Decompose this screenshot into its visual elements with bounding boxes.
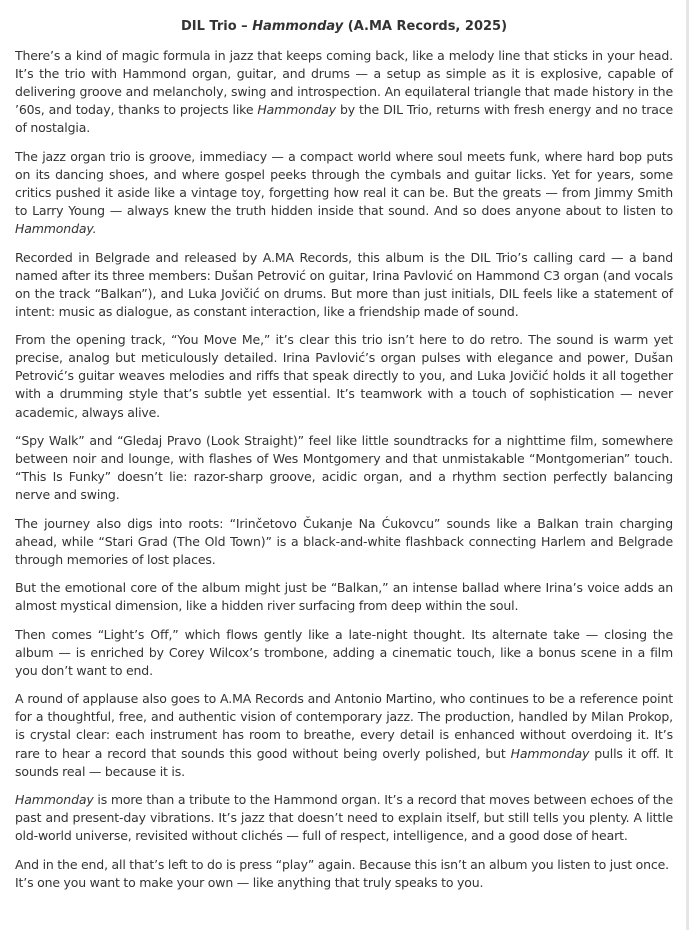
- paragraph-text: Recorded in Belgrade and released by A.MA Records, this album is the DIL Trio’s calling card — a band named after its three members: Dušan Petrović on guitar, Irina Pavlović on Hammond C3 organ (and vocals on the track “Balkan”), and Luka Jovičić on drums. But more than just initials, DIL feels like a statement of intent: music as dialogue, as constant interaction, like a friendship made of sound.: [15, 249, 673, 319]
- article-paragraph: [15, 47, 673, 137]
- paragraph-text: “Spy Walk” and “Gledaj Pravo (Look Straight)” feel like little soundtracks for a nighttime film, somewhere between noir and lounge, with flashes of Wes Montgomery and that unmistakable “Montgomerian” touch. “This Is Funky” doesn’t lie: razor-sharp groove, acidic organ, and a rhythm section perfectly balancing nerve and swing.: [15, 432, 673, 503]
- article-paragraph: [15, 626, 673, 680]
- title-suffix: (A.MA Records, 2025): [343, 19, 508, 34]
- article-paragraph: [15, 579, 673, 615]
- title-album: Hammonday: [252, 19, 344, 34]
- article-paragraph: [15, 856, 673, 892]
- review-article: [15, 18, 673, 892]
- paragraph-text: From the opening track, “You Move Me,” it’s clear this trio isn’t here to do retro. The sound is warm yet precise, analog but meticulously detailed. Irina Pavlović’s organ pulses with elegance and power, Dušan Petrović’s guitar weaves melodies and riffs that speak directly to you, and Luka Jovičić holds it all together with a drumming style that’s subtle yet essential. It’s teamwork with a touch of sophistication — never academic, always alive.: [15, 332, 673, 420]
- article-paragraph: [15, 515, 673, 569]
- paragraph-text: The journey also digs into roots: “Irinčetovo Čukanje Na Ćukovcu” sounds like a Balkan train charging ahead, while “Stari Grad (The Old Town)” is a black-and-white flashback connecting Harlem and Belgrade through memories of lost places.: [15, 515, 673, 567]
- paragraph-text: But the emotional core of the album might just be “Balkan,” an intense ballad where Irina’s voice adds an almost mystical dimension, like a hidden river surfacing from deep within the soul.: [15, 580, 673, 614]
- article-body: [15, 47, 673, 892]
- article-paragraph: [15, 690, 673, 780]
- paragraph-text: Then comes “Light’s Off,” which flows gently like a late-night thought. Its alternate take — closing the album — is enriched by Corey Wilcox’s trombone, adding a cinematic touch, like a bonus scene in a film you don’t want to end.: [15, 626, 673, 678]
- article-paragraph: [15, 148, 673, 238]
- paragraph-text: is more than a tribute to the Hammond organ. It’s a record that moves between echoes of the past and present-day vibrations. It’s jazz that doesn’t need to explain itself, but still tells you plenty. A little old-world universe, revisited without clichés — full of respect, intelligence, and a good dose of heart.: [15, 792, 673, 844]
- article-paragraph: [15, 791, 673, 845]
- article-paragraph: [15, 249, 673, 321]
- paragraph-text: by the DIL Trio, returns with fresh energy and no trace of nostalgia.: [15, 102, 673, 136]
- album-title-italic: Hammonday: [510, 745, 590, 761]
- article-title: [15, 18, 673, 36]
- article-paragraph: [15, 432, 673, 504]
- article-paragraph: [15, 331, 673, 421]
- paragraph-text: And in the end, all that’s left to do is press “play” again. Because this isn’t an album you listen to just once. It’s one you want to make your own — like anything that truly speaks to you.: [15, 856, 669, 890]
- album-title-italic: Hammonday: [15, 792, 94, 808]
- title-prefix: DIL Trio –: [180, 19, 253, 34]
- album-title-italic: Hammonday.: [15, 221, 97, 237]
- paragraph-text: The jazz organ trio is groove, immediacy — a compact world where soul meets funk, where hard bop puts on its dancing shoes, and where gospel peeks through the cymbals and guitar licks. Yet for years, some critics pushed it aside like a vintage toy, forgetting how real it can be. But the greats — from Jimmy Smith to Larry Young — always knew the truth hidden inside that sound. And so does anyone about to listen to: [15, 148, 673, 219]
- album-title-italic: Hammonday: [257, 102, 336, 118]
- paragraph-text: There’s a kind of magic formula in jazz that keeps coming back, like a melody line that sticks in your head. It’s the trio with Hammond organ, guitar, and drums — a setup as simple as it is explosive, capable of delivering groove and melancholy, swing and introspection. An equilateral triangle that made history in the ’60s, and today, thanks to projects like: [15, 48, 673, 118]
- paragraph-text: A round of applause also goes to A.MA Records and Antonio Martino, who continues to be a reference point for a thoughtful, free, and authentic vision of contemporary jazz. The production, handled by Milan Prokop, is crystal clear: each instrument has room to breathe, every detail is enhanced without overdoing it. It’s rare to hear a record that sounds this good without being overly polished, but: [15, 691, 673, 761]
- paragraph-text: pulls it off. It sounds real — because it is.: [15, 745, 673, 779]
